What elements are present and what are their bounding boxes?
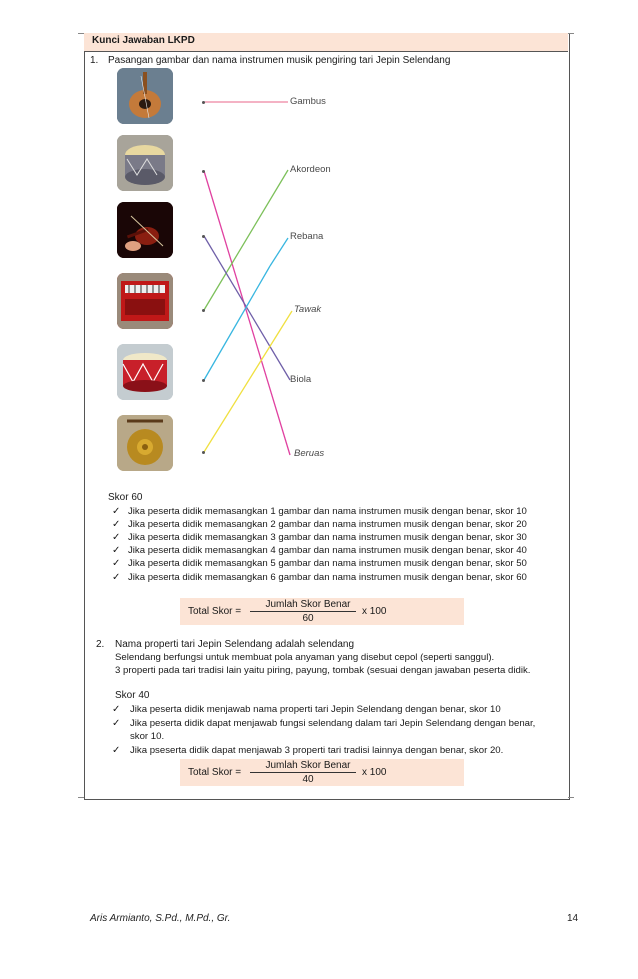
q2-line3: 3 properti pada tari tradisi lain yaitu piring, payung, tombak (sesuai dengan jawaban peserta didik. <box>115 665 531 676</box>
q1-text: Pasangan gambar dan nama instrumen musik pengiring tari Jepin Selendang <box>108 55 451 66</box>
list-item: Jika peserta didik memasangkan 6 gambar dan nama instrumen musik dengan benar, skor 60 <box>128 572 527 583</box>
line-beruas-rebana-2 <box>270 238 288 266</box>
formula-lhs: Total Skor = <box>188 606 242 617</box>
q1-formula <box>180 598 464 625</box>
list-item: Jika peserta didik menjawab nama properti tari Jepin Selendang dengan benar, skor 10 <box>130 704 501 715</box>
check-icon: ✓ <box>112 519 121 530</box>
list-item: Jika peserta didik memasangkan 2 gambar dan nama instrumen musik dengan benar, skor 20 <box>128 519 527 530</box>
check-icon: ✓ <box>112 558 121 569</box>
label-gambus: Gambus <box>290 96 326 107</box>
answer-key-title: Kunci Jawaban LKPD <box>92 35 195 46</box>
check-icon: ✓ <box>112 704 121 715</box>
list-item: Jika peserta didik memasangkan 3 gambar dan nama instrumen musik dengan benar, skor 30 <box>128 532 527 543</box>
check-icon: ✓ <box>112 506 121 517</box>
label-akordeon: Akordeon <box>290 164 331 175</box>
footer-author: Aris Armianto, S.Pd., M.Pd., Gr. <box>90 913 231 924</box>
formula-numerator: Jumlah Skor Benar <box>265 760 351 771</box>
check-icon: ✓ <box>112 718 121 729</box>
dot <box>202 170 205 173</box>
check-icon: ✓ <box>112 745 121 756</box>
formula-rhs: x 100 <box>362 767 387 778</box>
q1-skor: Skor 60 <box>108 492 143 503</box>
fraction-bar <box>250 611 356 612</box>
label-rebana: Rebana <box>290 231 324 242</box>
q2-formula <box>180 759 464 786</box>
fraction-bar <box>250 772 356 773</box>
list-item: Jika peserta didik memasangkan 1 gambar dan nama instrumen musik dengan benar, skor 10 <box>128 506 527 517</box>
line-tawak <box>204 311 292 452</box>
q2-text: Nama properti tari Jepin Selendang adalah selendang <box>115 639 355 650</box>
list-item: Jika peserta didik memasangkan 5 gambar dan nama instrumen musik dengan benar, skor 50 <box>128 558 527 569</box>
dot <box>202 309 205 312</box>
list-item: Jika peserta didik memasangkan 4 gambar dan nama instrumen musik dengan benar, skor 40 <box>128 545 527 556</box>
dot <box>202 451 205 454</box>
list-item: skor 10. <box>130 731 165 742</box>
list-item: Jika peserta didik dapat menjawab fungsi selendang dalam tari Jepin Selendang dengan benar, <box>130 718 536 729</box>
check-icon: ✓ <box>112 545 121 556</box>
check-icon: ✓ <box>112 572 121 583</box>
formula-denominator: 40 <box>302 774 314 785</box>
dot <box>202 379 205 382</box>
page-number: 14 <box>567 913 579 924</box>
line-rebana-beruas <box>204 171 290 455</box>
q2-skor: Skor 40 <box>115 690 150 701</box>
label-tawak: Tawak <box>294 304 322 315</box>
label-beruas: Beruas <box>294 448 325 459</box>
q2-line2: Selendang berfungsi untuk membuat pola anyaman yang disebut cepol (seperti sanggul). <box>115 652 495 663</box>
dot <box>202 101 205 104</box>
formula-lhs: Total Skor = <box>188 767 242 778</box>
list-item: Jika pseserta didik dapat menjawab 3 properti tari tradisi lainnya dengan benar, skor 20. <box>130 745 504 756</box>
line-akordeon <box>204 170 288 310</box>
q1-number: 1. <box>90 55 99 66</box>
dot <box>202 235 205 238</box>
label-biola: Biola <box>290 374 312 385</box>
formula-denominator: 60 <box>302 613 314 624</box>
q2-number: 2. <box>96 639 105 650</box>
check-icon: ✓ <box>112 532 121 543</box>
formula-rhs: x 100 <box>362 606 387 617</box>
formula-numerator: Jumlah Skor Benar <box>265 599 351 610</box>
